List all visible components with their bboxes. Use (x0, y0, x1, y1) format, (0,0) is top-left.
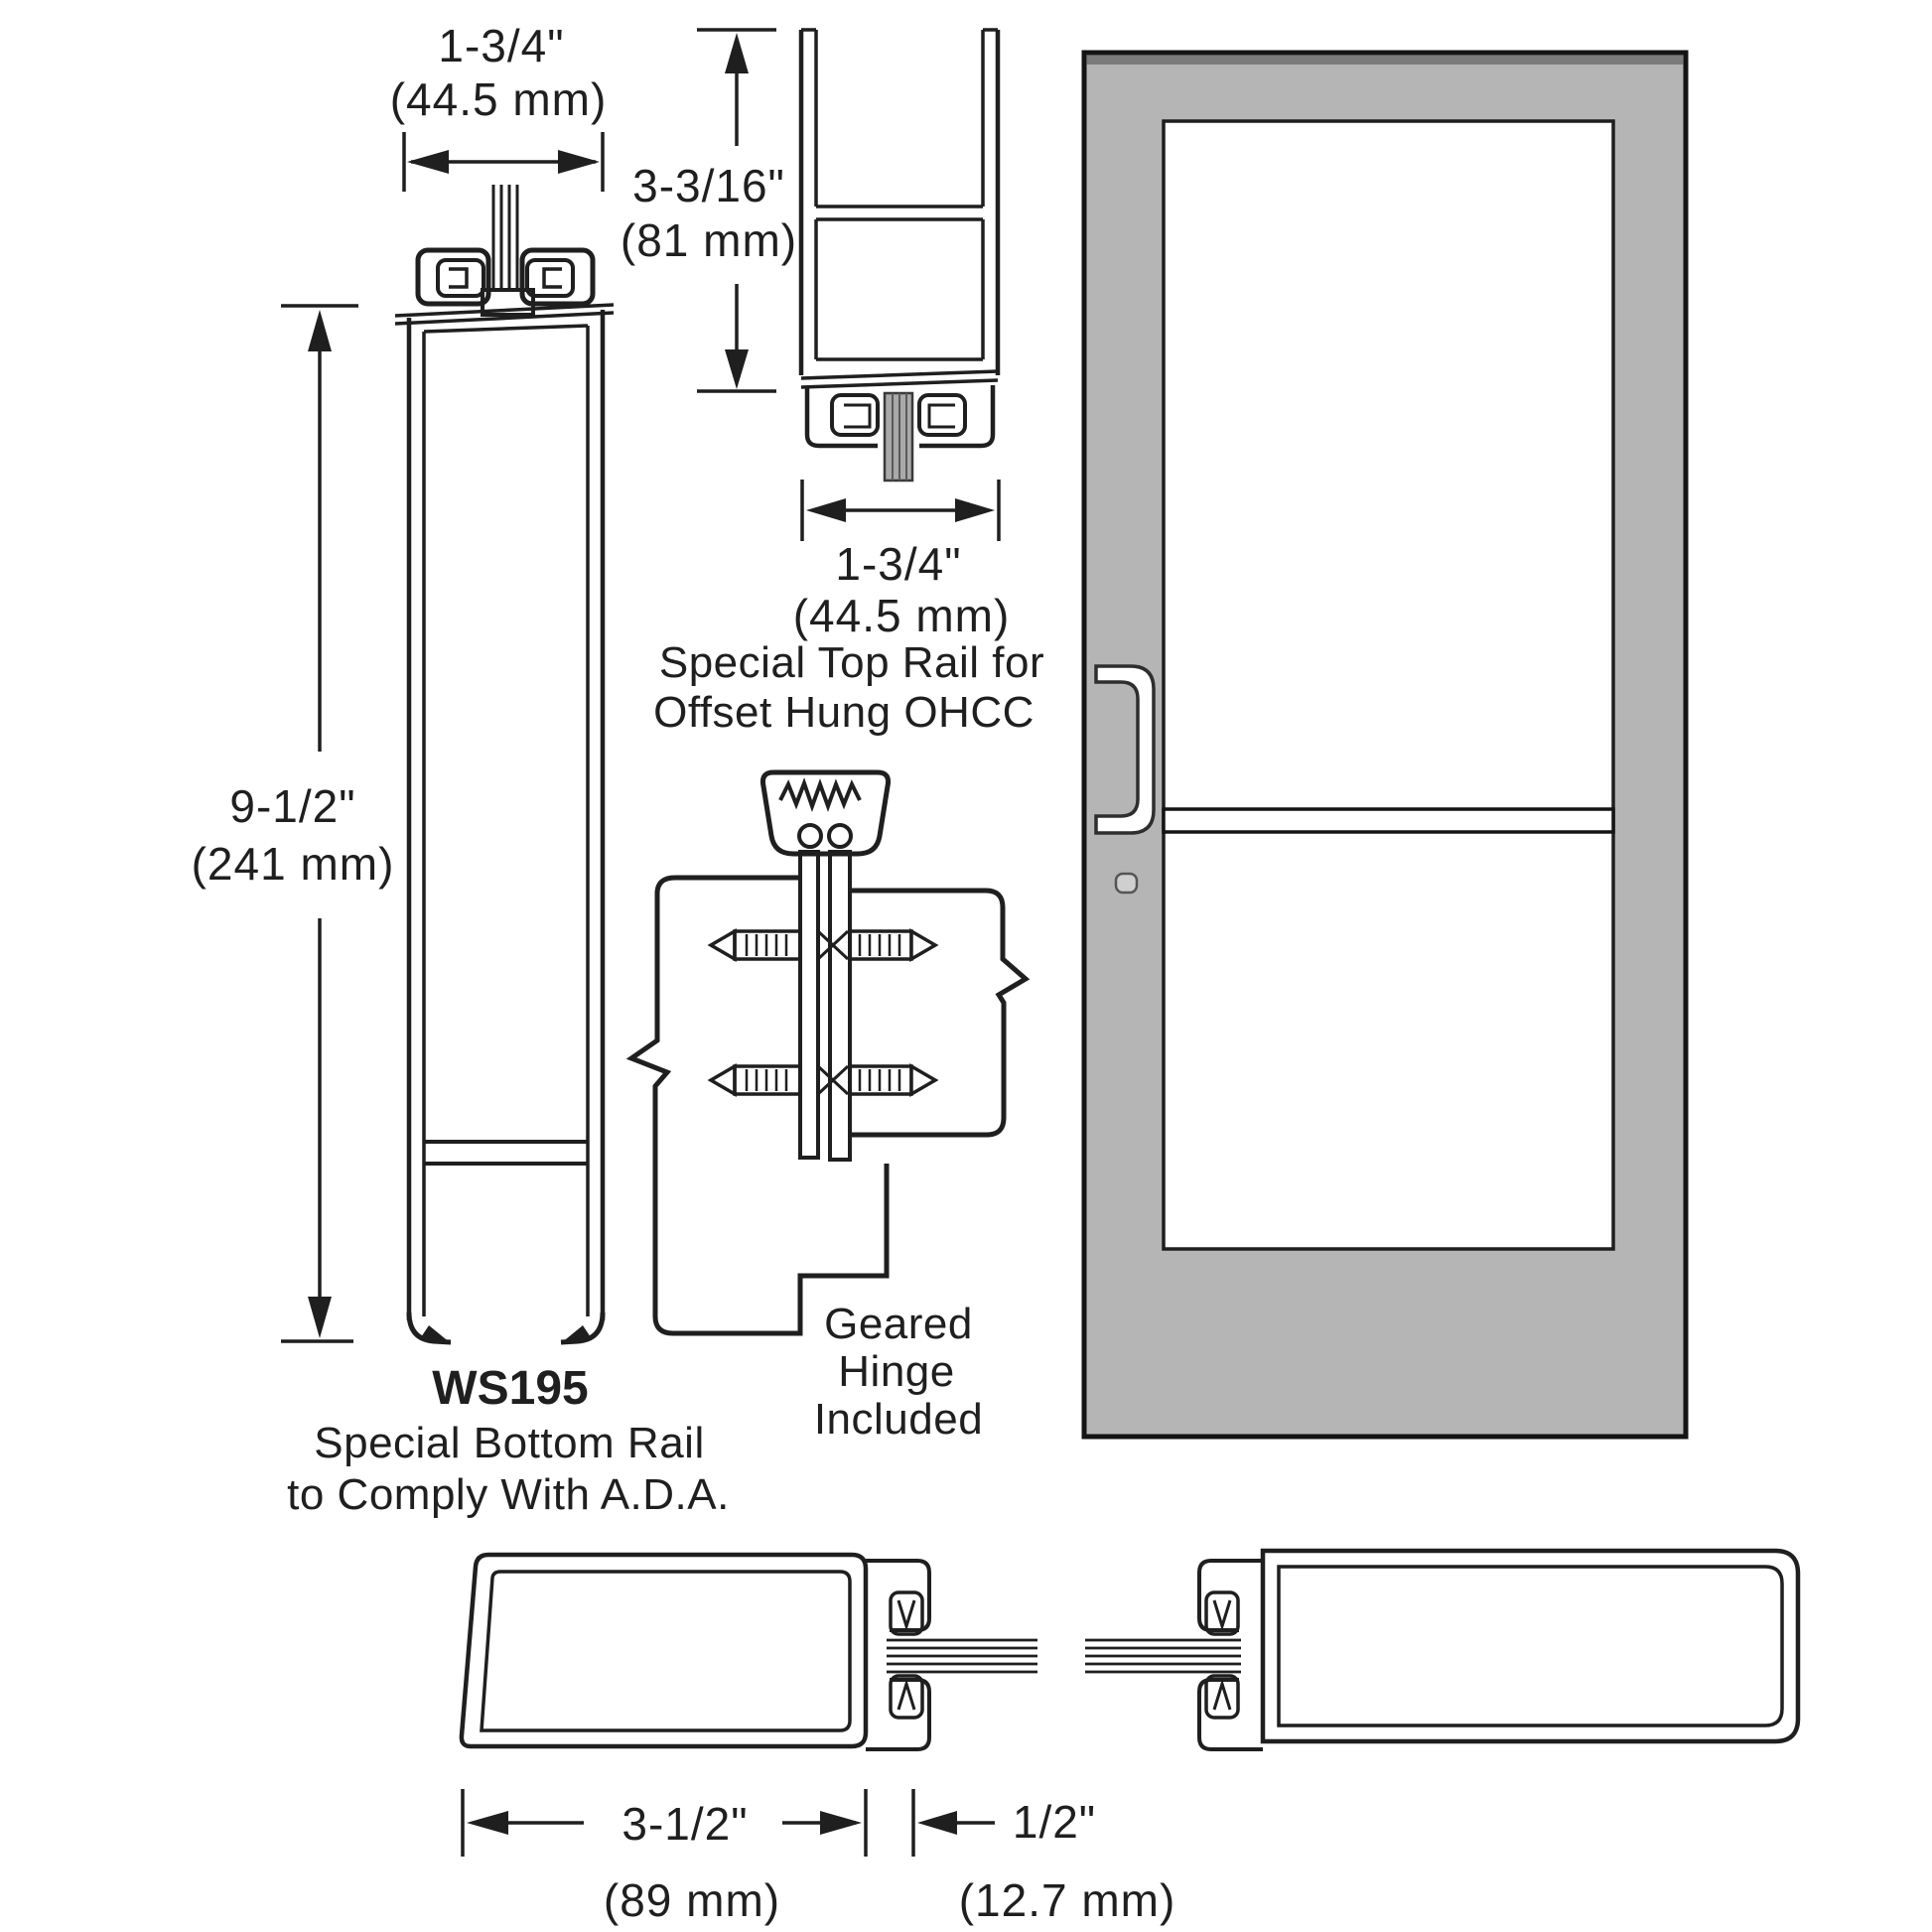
bottom-rail-clamp (395, 250, 614, 324)
door-top-edge-shadow (1086, 55, 1684, 65)
top-rail-section (621, 30, 1044, 737)
plan-glass-lines (887, 1640, 1241, 1672)
stile-gap-mm: (12.7 mm) (958, 1874, 1176, 1926)
door-elevation (1084, 53, 1686, 1437)
top-rail-height-in: 3-3/16" (632, 160, 785, 211)
top-rail-width-in: 1-3/4" (835, 538, 962, 590)
hinge-right-member (850, 891, 1026, 1135)
top-rail-width-mm: (44.5 mm) (792, 590, 1011, 641)
hinge-screw-bottom (711, 1066, 935, 1094)
hinge-leaf-right (830, 852, 850, 1160)
stile-plan-section (462, 1551, 1798, 1926)
bottom-rail-width-dimension (390, 20, 608, 192)
hinge-caption-3: Included (813, 1395, 984, 1444)
stile-gap-in: 1/2" (1012, 1796, 1097, 1848)
bottom-rail-height-in: 9-1/2" (229, 780, 356, 832)
hinge-caption-2: Hinge (838, 1347, 955, 1396)
door-mid-rail (1164, 809, 1613, 832)
top-rail-width-dimension (793, 480, 1011, 641)
geared-hinge-section (631, 772, 1026, 1444)
hinge-caption-1: Geared (824, 1300, 973, 1348)
stile-width-in: 3-1/2" (621, 1798, 749, 1850)
bottom-rail-caption-1: Special Bottom Rail (314, 1419, 705, 1467)
right-stile-outer (1263, 1551, 1798, 1741)
bottom-rail-caption-2: to Comply With A.D.A. (287, 1470, 730, 1519)
door-glass (1164, 121, 1613, 1249)
hinge-screw-top (711, 931, 935, 959)
bottom-rail-width-mm: (44.5 mm) (389, 73, 608, 125)
bottom-rail-height-mm: (241 mm) (191, 838, 395, 890)
bottom-rail-height-dimension (192, 306, 395, 1341)
stile-gap-dimension (913, 1789, 1175, 1926)
hinge-leaf-left (800, 852, 818, 1158)
stile-width-dimension (463, 1789, 866, 1926)
top-rail-height-dimension (621, 30, 797, 391)
bottom-rail-glass-lines (493, 185, 517, 290)
right-stile-inner (1279, 1567, 1782, 1725)
top-rail-height-mm: (81 mm) (620, 214, 798, 266)
top-rail-profile (801, 30, 998, 481)
left-stile-outer (462, 1555, 866, 1746)
hinge-gear-housing (762, 772, 888, 854)
top-rail-caption-2: Offset Hung OHCC (653, 688, 1035, 737)
stile-width-mm: (89 mm) (603, 1874, 781, 1926)
left-stile-inner (482, 1572, 850, 1730)
bottom-rail-width-in: 1-3/4" (438, 20, 565, 71)
bottom-rail-body (409, 310, 603, 1343)
bottom-rail-model-label: WS195 (432, 1362, 589, 1415)
top-rail-caption-1: Special Top Rail for (658, 638, 1045, 687)
door-lock-cylinder (1116, 874, 1137, 893)
